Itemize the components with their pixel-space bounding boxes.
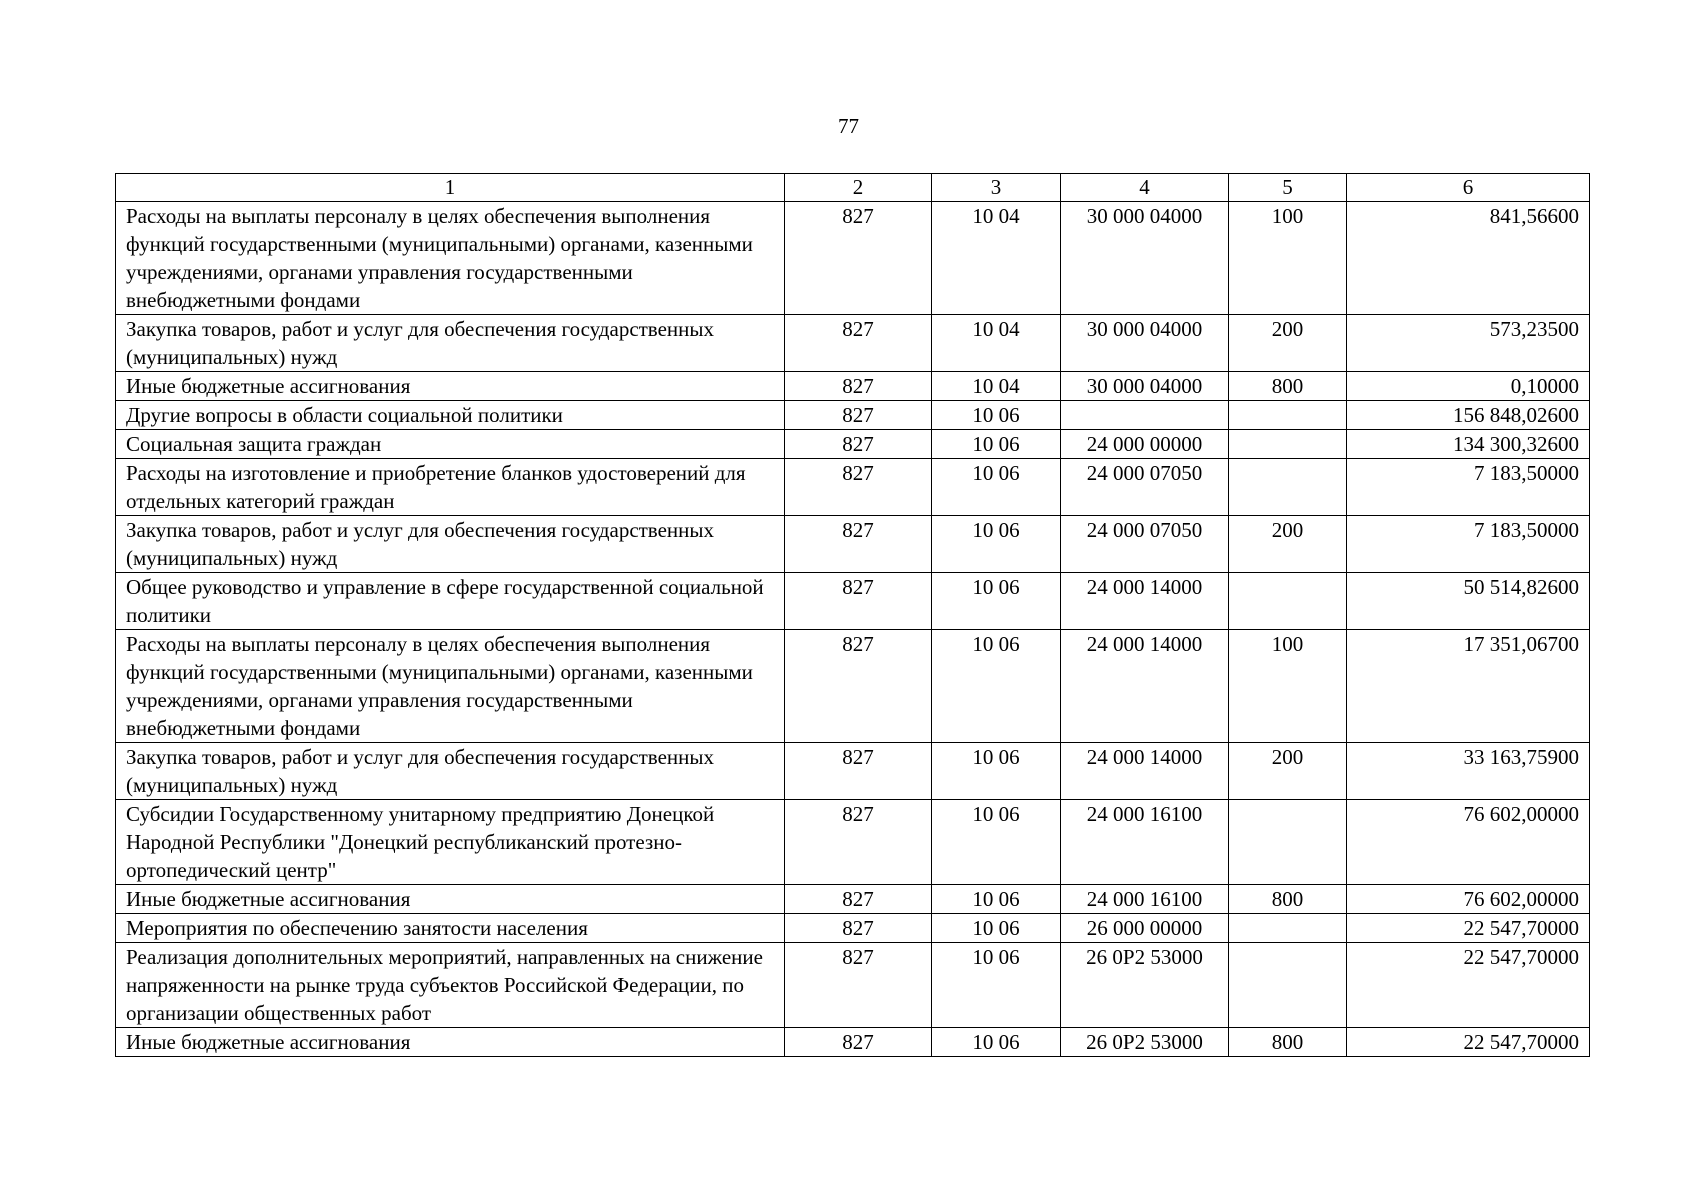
row-grbs-cell: 827 [785, 885, 932, 914]
table-body [116, 202, 1590, 1057]
row-name-cell: Иные бюджетные ассигнования [116, 885, 785, 914]
row-target-cell: 24 000 07050 [1061, 459, 1229, 516]
row-target-cell: 26 0Р2 53000 [1061, 1028, 1229, 1057]
row-amount-cell: 7 183,50000 [1347, 459, 1590, 516]
row-amount-cell: 7 183,50000 [1347, 516, 1590, 573]
row-type-cell [1229, 573, 1347, 630]
header-col-2: 2 [785, 174, 932, 202]
row-name-cell: Мероприятия по обеспечению занятости населения [116, 914, 785, 943]
row-section-cell: 10 04 [932, 315, 1061, 372]
row-section-cell: 10 06 [932, 573, 1061, 630]
row-amount-cell: 573,23500 [1347, 315, 1590, 372]
row-amount-cell: 134 300,32600 [1347, 430, 1590, 459]
row-grbs-cell: 827 [785, 1028, 932, 1057]
row-type-cell [1229, 943, 1347, 1028]
table-row [116, 430, 1590, 459]
header-col-6: 6 [1347, 174, 1590, 202]
row-type-cell [1229, 459, 1347, 516]
row-section-cell: 10 06 [932, 743, 1061, 800]
row-type-cell: 800 [1229, 885, 1347, 914]
table-row [116, 743, 1590, 800]
row-target-cell: 30 000 04000 [1061, 372, 1229, 401]
row-grbs-cell: 827 [785, 914, 932, 943]
row-section-cell: 10 06 [932, 401, 1061, 430]
row-type-cell: 800 [1229, 372, 1347, 401]
row-type-cell [1229, 914, 1347, 943]
row-target-cell: 24 000 14000 [1061, 630, 1229, 743]
table-header-row [116, 174, 1590, 202]
row-name-cell: Закупка товаров, работ и услуг для обеспечения государственных (муниципальных) нужд [116, 315, 785, 372]
table-row [116, 630, 1590, 743]
row-grbs-cell: 827 [785, 516, 932, 573]
row-target-cell: 26 000 00000 [1061, 914, 1229, 943]
row-type-cell: 200 [1229, 516, 1347, 573]
row-section-cell: 10 06 [932, 885, 1061, 914]
row-section-cell: 10 06 [932, 914, 1061, 943]
row-grbs-cell: 827 [785, 430, 932, 459]
row-target-cell: 24 000 14000 [1061, 573, 1229, 630]
row-section-cell: 10 06 [932, 630, 1061, 743]
row-grbs-cell: 827 [785, 372, 932, 401]
table-row [116, 573, 1590, 630]
row-amount-cell: 0,10000 [1347, 372, 1590, 401]
row-section-cell: 10 06 [932, 459, 1061, 516]
row-amount-cell: 76 602,00000 [1347, 885, 1590, 914]
row-section-cell: 10 06 [932, 1028, 1061, 1057]
row-amount-cell: 156 848,02600 [1347, 401, 1590, 430]
row-grbs-cell: 827 [785, 743, 932, 800]
row-grbs-cell: 827 [785, 943, 932, 1028]
header-col-3: 3 [932, 174, 1061, 202]
row-section-cell: 10 06 [932, 516, 1061, 573]
row-target-cell: 24 000 16100 [1061, 800, 1229, 885]
row-type-cell [1229, 401, 1347, 430]
row-name-cell: Общее руководство и управление в сфере государственной социальной политики [116, 573, 785, 630]
table-row [116, 800, 1590, 885]
table-row [116, 885, 1590, 914]
row-grbs-cell: 827 [785, 459, 932, 516]
row-type-cell [1229, 430, 1347, 459]
row-amount-cell: 22 547,70000 [1347, 1028, 1590, 1057]
row-name-cell: Расходы на выплаты персоналу в целях обеспечения выполнения функций государственными (муниципальными) органами, казенными учреждениями, органами управления государственными внебюджетными фондами [116, 202, 785, 315]
row-target-cell [1061, 401, 1229, 430]
table-row [116, 459, 1590, 516]
row-target-cell: 24 000 07050 [1061, 516, 1229, 573]
row-section-cell: 10 06 [932, 430, 1061, 459]
row-amount-cell: 17 351,06700 [1347, 630, 1590, 743]
row-name-cell: Социальная защита граждан [116, 430, 785, 459]
row-name-cell: Иные бюджетные ассигнования [116, 372, 785, 401]
row-amount-cell: 22 547,70000 [1347, 943, 1590, 1028]
budget-table [115, 173, 1590, 1057]
row-grbs-cell: 827 [785, 315, 932, 372]
row-amount-cell: 22 547,70000 [1347, 914, 1590, 943]
table-row [116, 1028, 1590, 1057]
table-row [116, 401, 1590, 430]
row-section-cell: 10 04 [932, 202, 1061, 315]
row-target-cell: 26 0Р2 53000 [1061, 943, 1229, 1028]
row-amount-cell: 76 602,00000 [1347, 800, 1590, 885]
row-name-cell: Другие вопросы в области социальной политики [116, 401, 785, 430]
row-type-cell [1229, 800, 1347, 885]
row-name-cell: Расходы на изготовление и приобретение бланков удостоверений для отдельных категорий граждан [116, 459, 785, 516]
row-target-cell: 24 000 14000 [1061, 743, 1229, 800]
row-type-cell: 100 [1229, 630, 1347, 743]
row-name-cell: Реализация дополнительных мероприятий, направленных на снижение напряженности на рынке труда субъектов Российской Федерации, по организации общественных работ [116, 943, 785, 1028]
row-grbs-cell: 827 [785, 573, 932, 630]
header-col-5: 5 [1229, 174, 1347, 202]
row-grbs-cell: 827 [785, 800, 932, 885]
row-target-cell: 24 000 16100 [1061, 885, 1229, 914]
table-row [116, 315, 1590, 372]
row-name-cell: Расходы на выплаты персоналу в целях обеспечения выполнения функций государственными (муниципальными) органами, казенными учреждениями, органами управления государственными внебюджетными фондами [116, 630, 785, 743]
table-row [116, 516, 1590, 573]
row-section-cell: 10 04 [932, 372, 1061, 401]
header-col-4: 4 [1061, 174, 1229, 202]
row-name-cell: Иные бюджетные ассигнования [116, 1028, 785, 1057]
header-col-1: 1 [116, 174, 785, 202]
row-type-cell: 200 [1229, 315, 1347, 372]
row-grbs-cell: 827 [785, 401, 932, 430]
page-number: 77 [838, 114, 859, 138]
row-type-cell: 800 [1229, 1028, 1347, 1057]
row-amount-cell: 33 163,75900 [1347, 743, 1590, 800]
row-name-cell: Субсидии Государственному унитарному предприятию Донецкой Народной Республики "Донецкий республиканский протезно-ортопедический центр" [116, 800, 785, 885]
row-grbs-cell: 827 [785, 202, 932, 315]
row-section-cell: 10 06 [932, 800, 1061, 885]
row-name-cell: Закупка товаров, работ и услуг для обеспечения государственных (муниципальных) нужд [116, 743, 785, 800]
table-row [116, 914, 1590, 943]
table-row [116, 372, 1590, 401]
row-target-cell: 30 000 04000 [1061, 315, 1229, 372]
row-section-cell: 10 06 [932, 943, 1061, 1028]
row-target-cell: 30 000 04000 [1061, 202, 1229, 315]
row-grbs-cell: 827 [785, 630, 932, 743]
row-type-cell: 100 [1229, 202, 1347, 315]
table-row [116, 202, 1590, 315]
row-type-cell: 200 [1229, 743, 1347, 800]
table-row [116, 943, 1590, 1028]
row-amount-cell: 50 514,82600 [1347, 573, 1590, 630]
row-amount-cell: 841,56600 [1347, 202, 1590, 315]
row-target-cell: 24 000 00000 [1061, 430, 1229, 459]
row-name-cell: Закупка товаров, работ и услуг для обеспечения государственных (муниципальных) нужд [116, 516, 785, 573]
